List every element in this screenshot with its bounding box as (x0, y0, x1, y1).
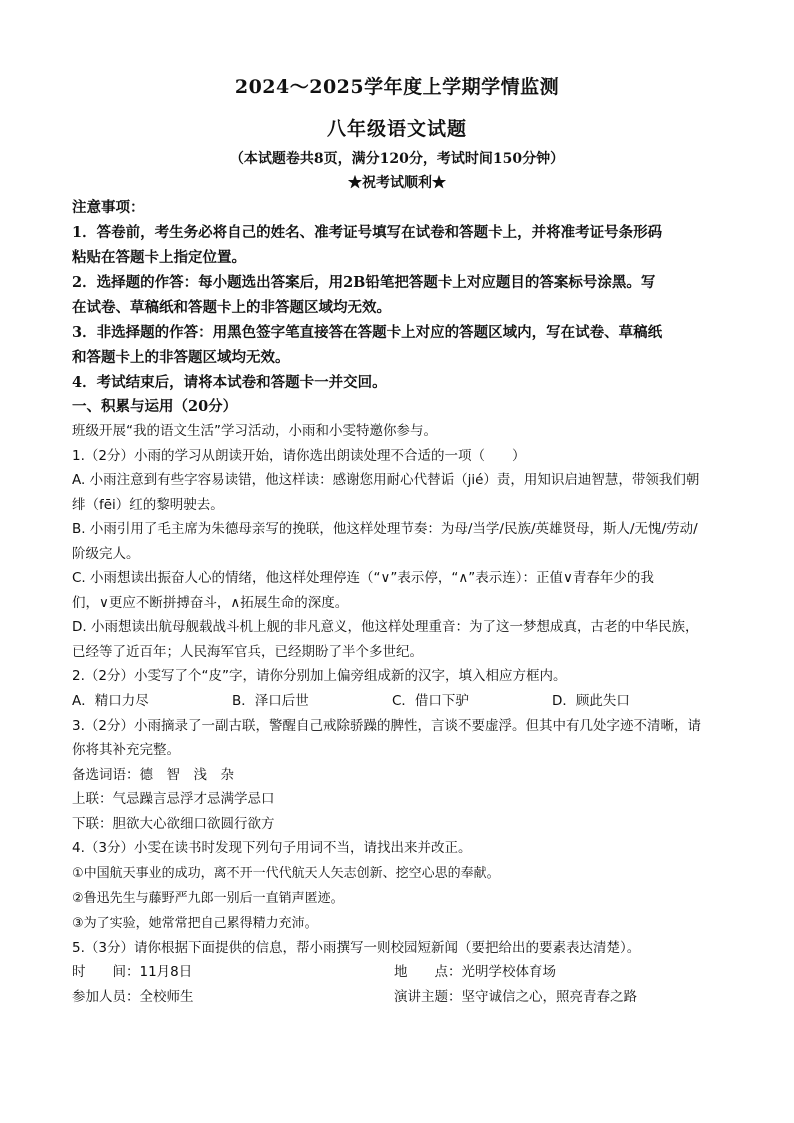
q1-option-a-line2: 绯（fēi）红的黎明驶去。 (72, 496, 224, 513)
q5-theme: 演讲主题：坚守诚信之心，照亮青春之路 (394, 989, 637, 1005)
q4-sentence-3: ③为了实验，她常常把自己累得精力充沛。 (72, 915, 318, 931)
notice-item-1-line2: 粘贴在答题卡上指定位置。 (72, 249, 246, 266)
exam-wish: ★祝考试顺利★ (348, 175, 446, 191)
q4-sentence-2: ②鲁迅先生与藤野严九郎一别后一直销声匿迹。 (72, 890, 344, 906)
notice-item-4-line1: 4．考试结束后，请将本试卷和答题卡一并交回。 (72, 374, 387, 391)
notice-item-3-line2: 和答题卡上的非答题区域均无效。 (72, 349, 290, 366)
q4-stem: 4.（3分）小雯在读书时发现下列句子用词不当，请找出来并改正。 (72, 840, 472, 856)
q1-option-d-line2: 已经等了近百年；人民海军官兵，已经期盼了半个多世纪。 (72, 643, 423, 660)
notice-item-1-line1: 1．答卷前，考生务必将自己的姓名、准考证号填写在试卷和答题卡上，并将准考证号条形码 (72, 224, 663, 241)
q1-option-c-line2: 们，∨更应不断拼搏奋斗，∧拓展生命的深度。 (72, 594, 349, 611)
q3-candidate-words: 备选词语：德 智 浅 杂 (72, 766, 234, 783)
notice-item-2-line1: 2．选择题的作答：每小题选出答案后，用2B铅笔把答题卡上对应题目的答案标号涂黑。写 (72, 274, 656, 291)
q2-option-d: D．顾此失口 (552, 692, 630, 709)
q2-option-a: A．精口力尽 (72, 692, 149, 709)
q2-options (72, 689, 722, 714)
q1-option-a-line1: A. 小雨注意到有些字容易读错，他这样读：感谢您用耐心代替诟（jié）责，用知识启迪智慧，带领我们朝 (72, 472, 700, 488)
notice-item-2-line2: 在试卷、草稿纸和答题卡上的非答题区域均无效。 (72, 299, 391, 316)
exam-content (72, 196, 722, 1010)
q2-stem: 2.（2分）小雯写了个“皮”字，请你分别加上偏旁组成新的汉字，填入相应方框内。 (72, 668, 567, 684)
q3-lower-couplet: 下联：胆欲大心欲细口欲圆行欲方 (72, 815, 275, 832)
q3-stem-line2: 你将其补充完整。 (72, 742, 180, 758)
q5-info-row-2 (72, 985, 722, 1010)
q1-stem: 1.（2分）小雨的学习从朗读开始，请你选出朗读处理不合适的一项（ ） (72, 447, 526, 464)
section-heading: 一、积累与运用（20分） (72, 398, 238, 415)
q4-sentence-1: ①中国航天事业的成功，离不开一代代航天人矢志创新、挖空心思的奉献。 (72, 865, 500, 881)
q1-option-d-line1: D. 小雨想读出航母舰载战斗机上舰的非凡意义，他这样处理重音：为了这一梦想成真，古老的中华民族， (72, 619, 699, 635)
q5-info-row-1 (72, 960, 722, 985)
notice-heading: 注意事项： (72, 199, 145, 216)
q5-participants: 参加人员：全校师生 (72, 989, 194, 1005)
q5-time: 时 间：11月8日 (72, 964, 193, 980)
notice-list (72, 220, 722, 395)
q1-option-b-line2: 阶级完人。 (72, 545, 140, 562)
exam-title: 2024～2025学年度上学期学情监测 (234, 76, 560, 98)
q3-stem-line1: 3.（2分）小雨摘录了一副古联，警醒自己戒除骄躁的脾性，言谈不要虚浮。但其中有几处字迹不清晰，请 (72, 717, 701, 734)
q2-option-c: C．借口下驴 (392, 692, 469, 709)
q3-upper-couplet: 上联：气忌躁言忌浮才忌满学忌口 (72, 791, 275, 807)
q1-option-b-line1: B. 小雨引用了毛主席为朱德母亲写的挽联，他这样处理节奏：为母/当学/民族/英雄贤母，斯人/无愧/劳动/ (72, 521, 698, 537)
notice-item-3-line1: 3．非选择题的作答：用黑色签字笔直接答在答题卡上对应的答题区域内，写在试卷、草稿纸 (72, 324, 663, 341)
exam-subtitle: 八年级语文试题 (326, 118, 467, 140)
section-intro: 班级开展“我的语文生活”学习活动，小雨和小雯特邀你参与。 (72, 423, 437, 439)
exam-info: （本试题卷共8页，满分120分，考试时间150分钟） (229, 151, 565, 167)
q5-place: 地 点：光明学校体育场 (394, 964, 556, 980)
q5-stem: 5.（3分）请你根据下面提供的信息，帮小雨撰写一则校园短新闻（要把给出的要素表达清楚）。 (72, 939, 641, 956)
q1-option-c-line1: C. 小雨想读出振奋人心的情绪，他这样处理停连（“∨”表示停，“∧”表示连）：正值∨青春年少的我 (72, 570, 654, 586)
q2-option-b: B．泽口后世 (232, 692, 309, 709)
